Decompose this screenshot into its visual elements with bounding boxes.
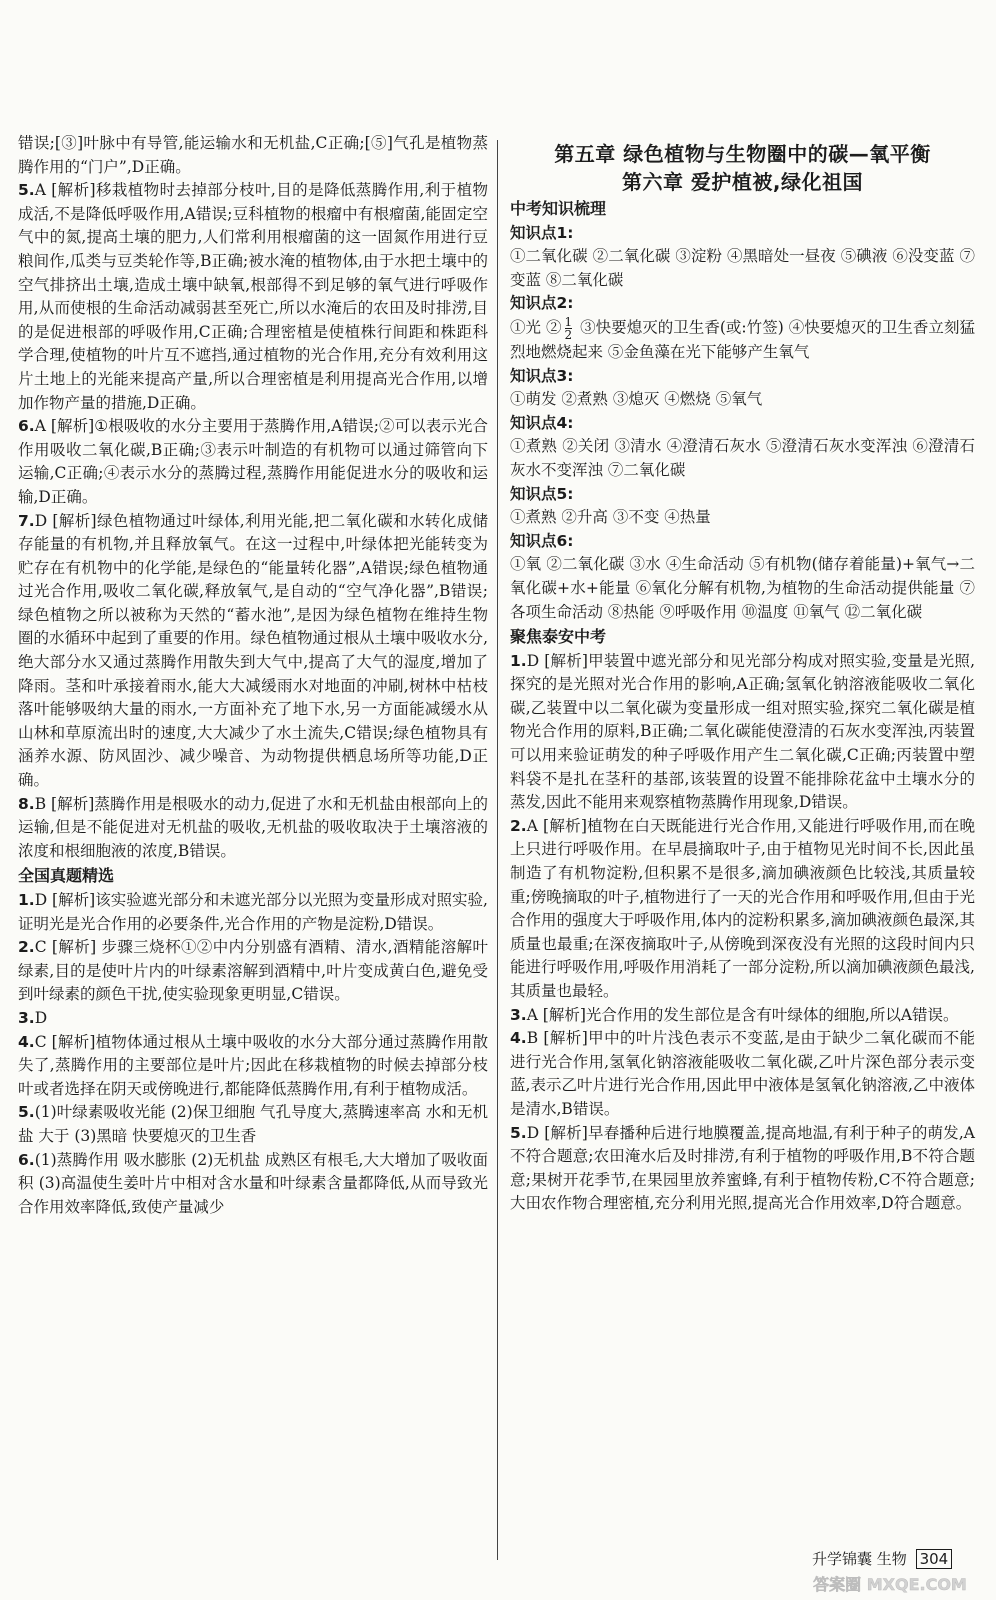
- right-column: [510, 140, 975, 1216]
- section-heading: 全国真题精选: [18, 866, 115, 886]
- answer-item: 2.A [解析]植物在白天既能进行光合作用,又能进行呼吸作用,而在晚上只进行呼吸作用。在早晨摘取叶子,由于植物见光时间不长,因此虽制造了有机物淀粉,但积累不是很多,滴加碘液颜色比较浅,其质量较重;傍晚摘取的叶子,植物进行了一天的光合作用和呼吸作用,但由于光合作用的强度大于呼吸作用,体内的淀粉积累多,滴加碘液颜色最深,其质量也最重;在深夜摘取叶子,从傍晚到深夜没有光照的这段时间内只能进行呼吸作用,呼吸作用消耗了一部分淀粉,所以滴加碘液颜色最浅,其质量也最轻。: [510, 816, 975, 1000]
- chapter-title: 第五章 绿色植物与生物圈中的碳—氧平衡: [554, 142, 931, 166]
- answer-item: 4.B [解析]甲中的叶片浅色表示不变蓝,是由于缺少二氧化碳而不能进行光合作用,氢氧化钠溶液能吸收二氧化碳,乙叶片深色部分表示变蓝,表示乙叶片进行光合作用,因此甲中液体是氢氧化钠溶液,乙中液体是清水,B错误。: [510, 1029, 975, 1118]
- continued-text: 错误;[③]叶脉中有导管,能运输水和无机盐,C正确;[⑤]气孔是植物蒸腾作用的“门户”,D正确。: [18, 134, 488, 176]
- answer-item: 7.D [解析]绿色植物通过叶绿体,利用光能,把二氧化碳和水转化成储存能量的有机物,并且释放氧气。在这一过程中,叶绿体把光能转变为贮存在有机物中的化学能,是绿色的“能量转化器”,A错误;绿色植物通过光合作用,吸收二氧化碳,释放氧气,是自动的“空气净化器”,B错误;绿色植物之所以被称为天然的“蓄水池”,是因为绿色植物在维持生物圈的水循环中起到了重要的作用。绿色植物通过根从土壤中吸收水分,绝大部分水又通过蒸腾作用散失到大气中,提高了大气的湿度,增加了降雨。茎和叶承接着雨水,能大大减缓雨水对地面的冲刷,树林中枯枝落叶能够吸纳大量的雨水,一方面补充了地下水,另一方面能减缓水从山林和草原流出时的速度,大大减少了水土流失,C错误;绿色植物具有涵养水源、防风固沙、减少噪音、为动物提供栖息场所等功能,D正确。: [18, 511, 488, 790]
- chapter-title: 第六章 爱护植被,绿化祖国: [621, 170, 864, 194]
- knowledge-point-label: 知识点1:: [510, 223, 574, 242]
- answer-item: 5.D [解析]早春播种后进行地膜覆盖,提高地温,有利于种子的萌发,A不符合题意;农田淹水后及时排涝,有利于植物的呼吸作用,B不符合题意;果树开花季节,在果园里放养蜜蜂,有利于植物传粉,C不符合题意;大田农作物合理密植,充分利用光照,提高光合作用效率,D符合题意。: [510, 1123, 975, 1213]
- answer-item: 8.B [解析]蒸腾作用是根吸水的动力,促进了水和无机盐由根部向上的运输,但是不能促进对无机盐的吸收,无机盐的吸收取决于土壤溶液的浓度和根细胞液的浓度,B错误。: [18, 794, 488, 860]
- answer-item: 5.A [解析]移栽植物时去掉部分枝叶,目的是降低蒸腾作用,利于植物成活,不是降低呼吸作用,A错误;豆科植物的根瘤中有根瘤菌,能固定空气中的氮,提高土壤的肥力,人们常利用根瘤菌的这一固氮作用进行豆粮间作,瓜类与豆类轮作等,B正确;被水淹的植物体,由于水把土壤中的空气排挤出土壤,造成土壤中缺氧,根部得不到足够的氧气进行呼吸作用,从而使根的生命活动减弱甚至死亡,所以水淹后的农田及时排涝,目的是促进根部的呼吸作用,C正确;合理密植是使植株行间距和株距科学合理,使植物的叶片互不遮挡,通过植物的光合作用,充分有效利用这片土地上的光能来提高产量,所以合理密植是利用提高光合作用,以增加作物产量的措施,D正确。: [18, 181, 488, 412]
- knowledge-point-text: ①萌发 ②煮熟 ③熄灭 ④燃烧 ⑤氧气: [510, 390, 763, 409]
- watermark-logo: [800, 1566, 980, 1598]
- page-number: 304: [916, 1549, 953, 1569]
- answer-item: 5.(1)叶绿素吸收光能 (2)保卫细胞 气孔导度大,蒸腾速率高 水和无机盐 大于 (3)黑暗 快要熄灭的卫生香: [18, 1103, 488, 1145]
- knowledge-point-text: ①二氧化碳 ②二氧化碳 ③淀粉 ④黑暗处一昼夜 ⑤碘液 ⑥没变蓝 ⑦变蓝 ⑧二氧化碳: [510, 247, 975, 289]
- knowledge-point-text: ①煮熟 ②关闭 ③清水 ④澄清石灰水 ⑤澄清石灰水变浑浊 ⑥澄清石灰水不变浑浊 ⑦二氧化碳: [510, 437, 975, 479]
- knowledge-point-label: 知识点5:: [510, 484, 574, 503]
- answer-item: 1.D [解析]甲装置中遮光部分和见光部分构成对照实验,变量是光照,探究的是光照对光合作用的影响,A正确;氢氧化钠溶液能吸收二氧化碳,乙装置中以二氧化碳为变量形成一组对照实验,探究二氧化碳是植物光合作用的原料,B正确;二氧化碳能使澄清的石灰水变浑浊,丙装置可以用来验证萌发的种子呼吸作用产生二氧化碳,C正确;丙装置中塑料袋不是扎在茎秆的基部,该装置的设置不能排除花盆中土壤水分的蒸发,因此不能用来观察植物蒸腾作用现象,D错误。: [510, 651, 975, 812]
- answer-item: 1.D [解析]该实验遮光部分和未遮光部分以光照为变量形成对照实验,证明光是光合作用的必要条件,光合作用的产物是淀粉,D错误。: [18, 891, 488, 933]
- column-divider: [497, 140, 498, 1560]
- book-title: 升学锦囊: [812, 1550, 873, 1568]
- answer-item: 2.C [解析] 步骤三烧杯①②中内分别盛有酒精、清水,酒精能溶解叶绿素,目的是使叶片内的叶绿素溶解到酒精中,叶片变成黄白色,避免受到叶绿素的颜色干扰,使实验现象更明显,C错误。: [18, 938, 488, 1004]
- knowledge-point-text: ①煮熟 ②升高 ③不变 ④热量: [510, 508, 711, 527]
- left-column: [18, 132, 488, 1219]
- answer-item: 3.D: [18, 1008, 48, 1027]
- knowledge-point-label: 知识点2:: [510, 294, 574, 313]
- knowledge-point-text: ①光 ② $\frac{1}{2}$ ③快要熄灭的卫生香(或:竹签) ④快要熄灭的卫生香立刻猛烈地燃烧起来 ⑤金鱼藻在光下能够产生氧气: [510, 314, 975, 361]
- answer-item: 3.A [解析]光合作用的发生部位是含有叶绿体的细胞,所以A错误。: [510, 1005, 959, 1024]
- answer-item: 6.(1)蒸腾作用 吸水膨胀 (2)无机盐 成熟区有根毛,大大增加了吸收面积 (3)高温使生姜叶片中相对含水量和叶绿素含量都降低,从而导致光合作用效率降低,致使产量减少: [18, 1150, 488, 1216]
- subject-label: 生物: [876, 1550, 907, 1568]
- answer-item: 6.A [解析]①根吸收的水分主要用于蒸腾作用,A错误;②可以表示光合作用吸收二氧化碳,B正确;③表示叶制造的有机物可以通过筛管向下运输,C正确;④表示水分的蒸腾过程,蒸腾作用能促进水分的吸收和运输,D正确。: [18, 417, 488, 506]
- section-heading: 中考知识梳理: [510, 199, 607, 218]
- knowledge-point-label: 知识点3:: [510, 366, 574, 385]
- answer-item: 4.C [解析]植物体通过根从土壤中吸收的水分大部分通过蒸腾作用散失了,蒸腾作用的主要部位是叶片;因此在移栽植物的时候去掉部分枝叶或者选择在阴天或傍晚进行,都能降低蒸腾作用,有利于植物成活。: [18, 1032, 488, 1098]
- section-heading: 聚焦泰安中考: [510, 627, 607, 647]
- knowledge-point-label: 知识点6:: [510, 531, 574, 550]
- fraction: $\frac{1}{2}$: [564, 314, 573, 342]
- knowledge-point-label: 知识点4:: [510, 413, 574, 432]
- watermark-text: 答案圈 MXQE.COM: [813, 1575, 967, 1594]
- knowledge-point-text: ①氧 ②二氧化碳 ③水 ④生命活动 ⑤有机物(储存着能量)+氧气→二氧化碳+水+能量 ⑥氧化分解有机物,为植物的生命活动提供能量 ⑦各项生命活动 ⑧热能 ⑨呼吸作用 ⑩温度 ⑪氧气 ⑫二氧化碳: [510, 555, 975, 621]
